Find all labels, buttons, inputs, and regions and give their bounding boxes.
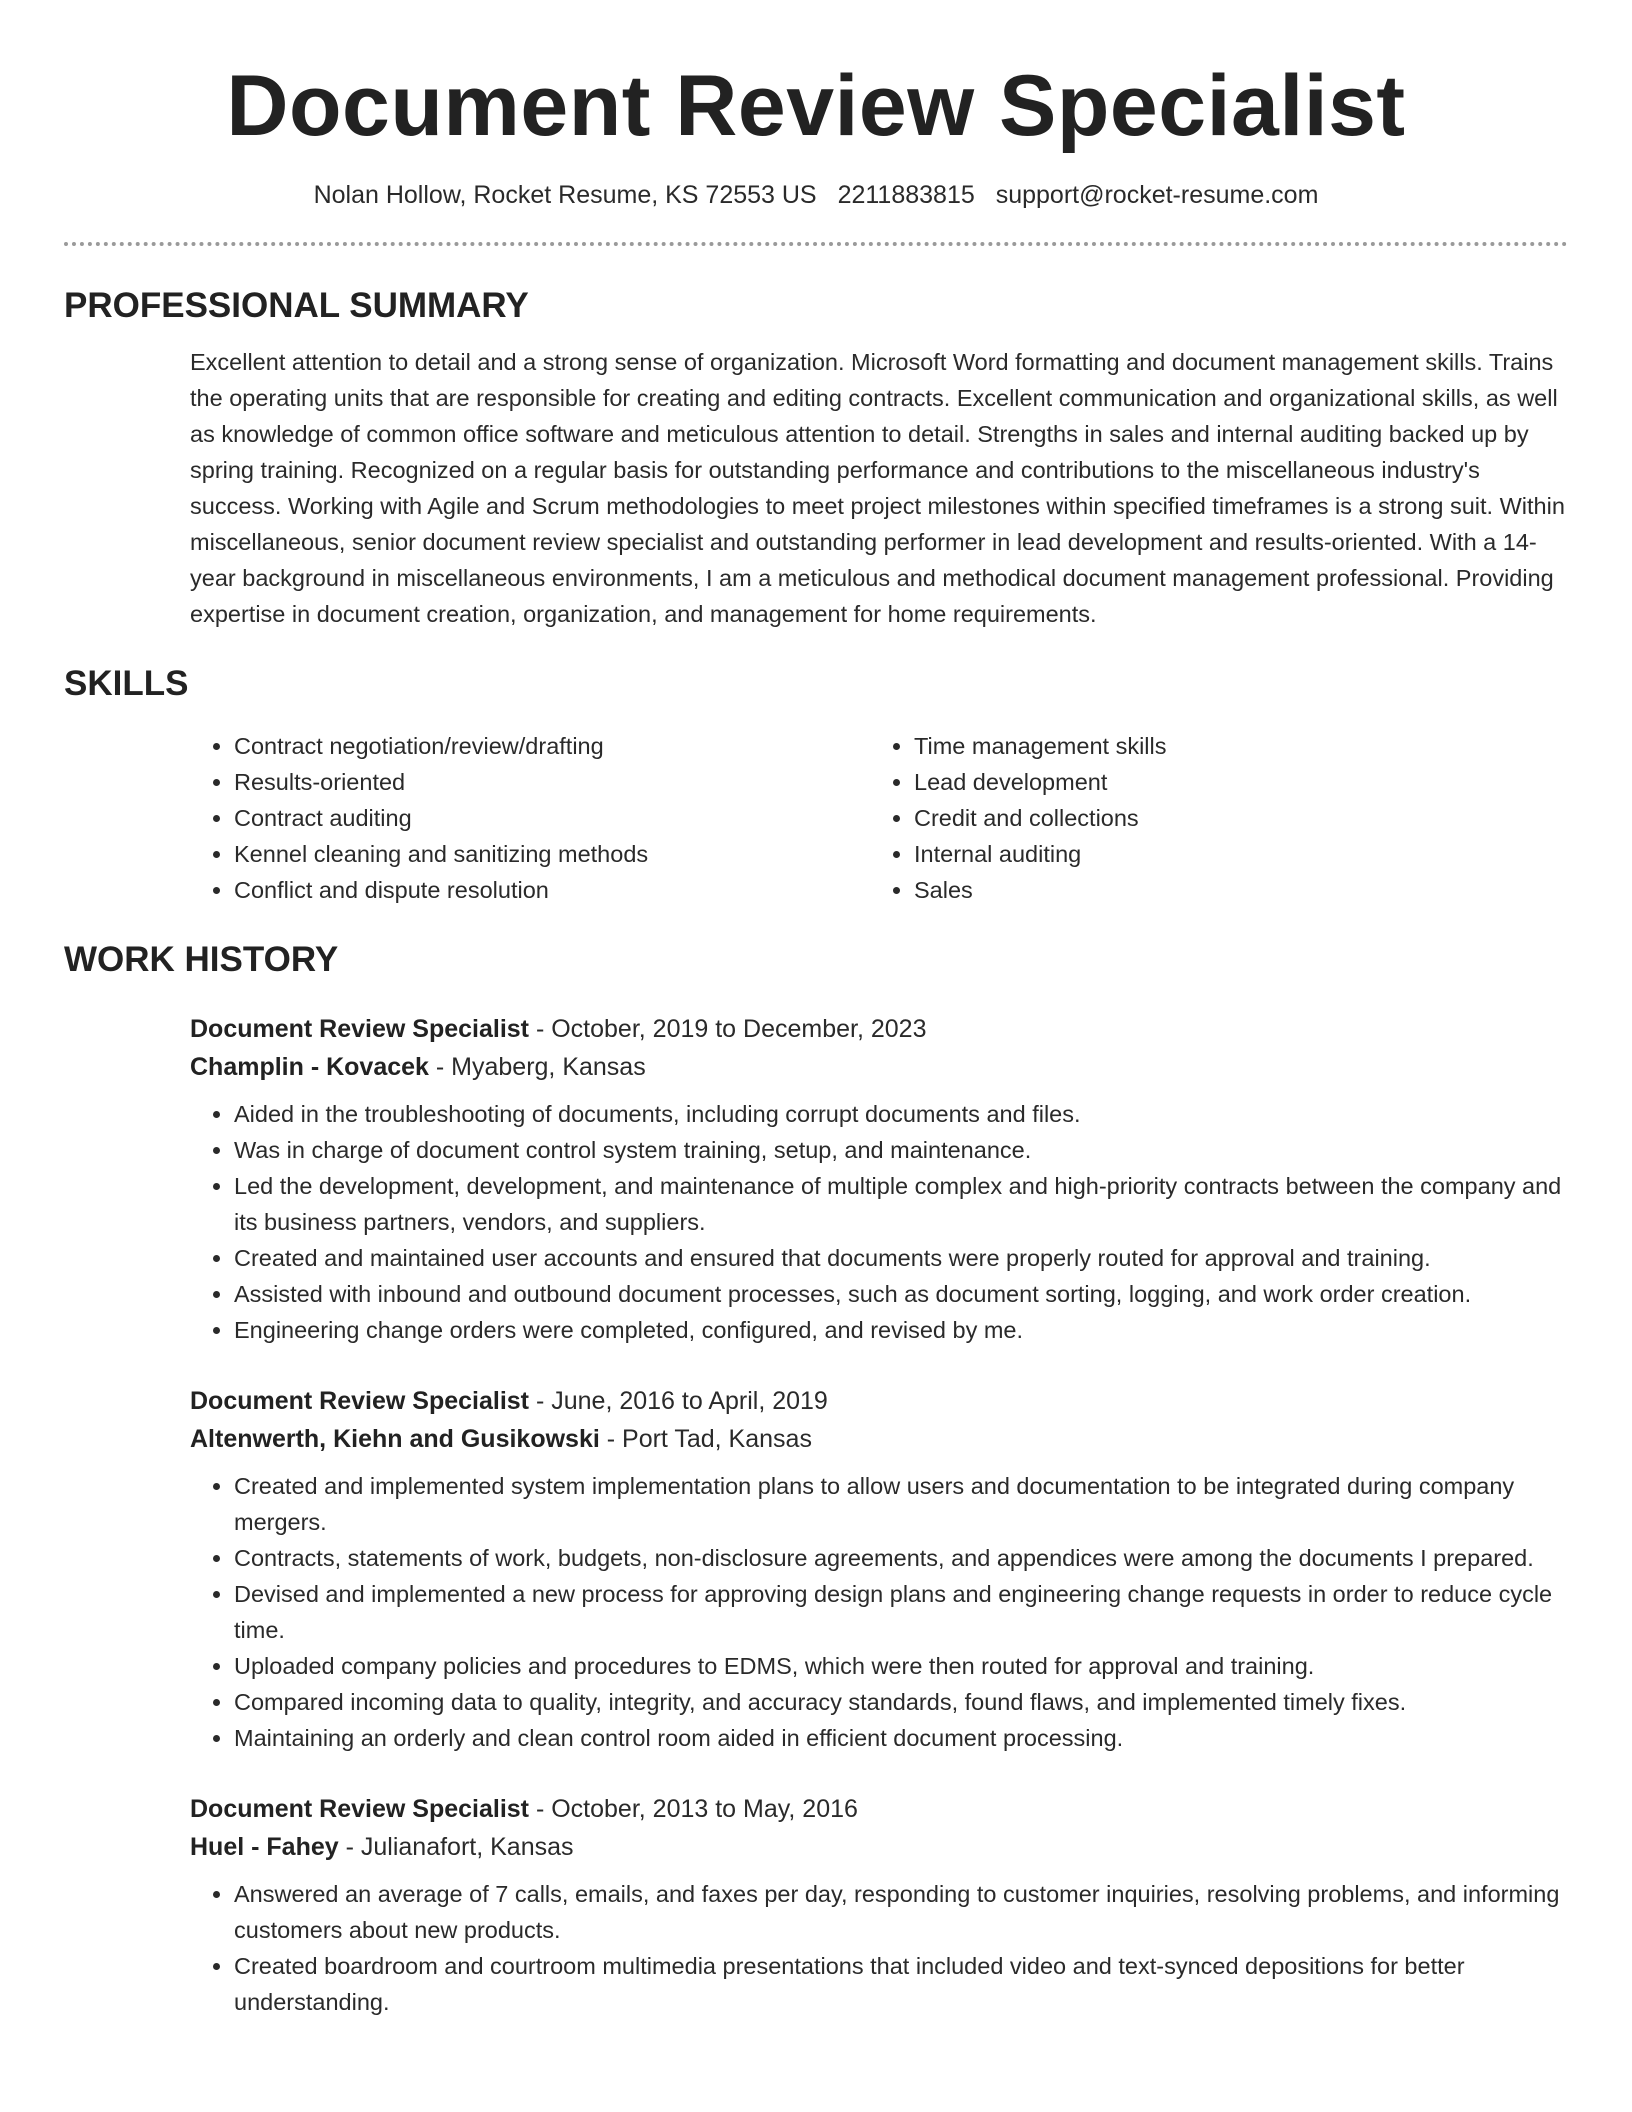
skill-item: • Time management skills: [914, 728, 1550, 764]
job-company: Huel - Fahey: [190, 1833, 339, 1861]
job-bullet: • Was in charge of document control system training, setup, and maintenance.: [234, 1132, 1568, 1168]
job-role-line: [190, 1010, 1568, 1048]
job-company-line: [190, 1420, 1568, 1458]
section-title-work-history: WORK HISTORY: [64, 940, 339, 979]
contact-phone: 2211883815: [837, 181, 975, 209]
section-title-summary: PROFESSIONAL SUMMARY: [64, 286, 529, 325]
job-bullets: [190, 1468, 1568, 1756]
job-bullet: • Answered an average of 7 calls, emails, and faxes per day, responding to customer inquiries, resolving problems, and informing customers about new products.: [234, 1876, 1568, 1948]
job-role: Document Review Specialist: [190, 1795, 530, 1823]
job-role: Document Review Specialist: [190, 1387, 530, 1415]
job-entry: [190, 1010, 1568, 1348]
job-company: Champlin - Kovacek: [190, 1053, 429, 1081]
job-bullet: • Led the development, development, and maintenance of multiple complex and high-priority contracts between the company and its business partners, vendors, and suppliers.: [234, 1168, 1568, 1240]
skill-item: • Lead development: [914, 764, 1550, 800]
job-company: Altenwerth, Kiehn and Gusikowski: [190, 1425, 600, 1453]
skill-item: • Kennel cleaning and sanitizing methods: [234, 836, 870, 872]
job-role-line: [190, 1382, 1568, 1420]
job-company-line: [190, 1048, 1568, 1086]
skill-item: • Contract auditing: [234, 800, 870, 836]
skill-item: • Credit and collections: [914, 800, 1550, 836]
skill-item: • Contract negotiation/review/drafting: [234, 728, 870, 764]
job-location: - Julianafort, Kansas: [338, 1833, 574, 1861]
job-bullet: • Devised and implemented a new process for approving design plans and engineering change requests in order to reduce cycle time.: [234, 1576, 1568, 1648]
skills-column-right: [870, 728, 1550, 908]
job-bullet: • Contracts, statements of work, budgets, non-disclosure agreements, and appendices were among the documents I prepared.: [234, 1540, 1568, 1576]
header-divider: [64, 242, 1568, 246]
skills-list: [190, 728, 1568, 908]
job-bullet: • Compared incoming data to quality, integrity, and accuracy standards, found flaws, and implemented timely fixes.: [234, 1684, 1568, 1720]
job-company-line: [190, 1828, 1568, 1866]
job-bullet: • Created and implemented system implementation plans to allow users and documentation to be integrated during company mergers.: [234, 1468, 1568, 1540]
resume-page: [64, 0, 1568, 2020]
job-dates: - June, 2016 to April, 2019: [529, 1387, 828, 1415]
contact-email: support@rocket-resume.com: [995, 181, 1319, 209]
job-entry: [190, 1382, 1568, 1756]
job-bullet: • Aided in the troubleshooting of documents, including corrupt documents and files.: [234, 1096, 1568, 1132]
skill-item: • Conflict and dispute resolution: [234, 872, 870, 908]
summary-text: Excellent attention to detail and a strong sense of organization. Microsoft Word formatting and document management skills. Trains the operating units that are responsible for creating and editing contracts. Excellent communication and organizational skills, as well as knowledge of common office software and meticulous attention to detail. Strengths in sales and internal auditing backed up by spring training. Recognized on a regular basis for outstanding performance and contributions to the miscellaneous industry's success. Working with Agile and Scrum methodologies to meet project milestones within specified timeframes is a strong suit. Within miscellaneous, senior document review specialist and outstanding performer in lead development and results-oriented. With a 14-year background in miscellaneous environments, I am a meticulous and methodical document management professional. Providing expertise in document creation, organization, and management for home requirements.: [190, 349, 1565, 627]
skill-item: • Results-oriented: [234, 764, 870, 800]
job-bullets: [190, 1876, 1568, 2020]
job-bullet: • Maintaining an orderly and clean control room aided in efficient document processing.: [234, 1720, 1568, 1756]
skills-column-left: [190, 728, 870, 908]
job-role-line: [190, 1790, 1568, 1828]
contact-address: Nolan Hollow, Rocket Resume, KS 72553 US: [313, 181, 817, 209]
job-bullet: • Engineering change orders were completed, configured, and revised by me.: [234, 1312, 1568, 1348]
job-bullet: • Created and maintained user accounts and ensured that documents were properly routed for approval and training.: [234, 1240, 1568, 1276]
skill-item: • Internal auditing: [914, 836, 1550, 872]
job-location: - Port Tad, Kansas: [599, 1425, 812, 1453]
job-bullets: [190, 1096, 1568, 1348]
job-dates: - October, 2019 to December, 2023: [529, 1015, 927, 1043]
job-bullet: • Uploaded company policies and procedures to EDMS, which were then routed for approval and training.: [234, 1648, 1568, 1684]
resume-title: Document Review Specialist: [226, 58, 1406, 154]
job-entry: [190, 1790, 1568, 2020]
job-location: - Myaberg, Kansas: [428, 1053, 646, 1081]
contact-line: [64, 178, 1568, 212]
job-dates: - October, 2013 to May, 2016: [529, 1795, 858, 1823]
job-bullet: • Assisted with inbound and outbound document processes, such as document sorting, logging, and work order creation.: [234, 1276, 1568, 1312]
skill-item: • Sales: [914, 872, 1550, 908]
job-role: Document Review Specialist: [190, 1015, 530, 1043]
section-title-skills: SKILLS: [64, 664, 189, 703]
job-bullet: • Created boardroom and courtroom multimedia presentations that included video and text-synced depositions for better understanding.: [234, 1948, 1568, 2020]
